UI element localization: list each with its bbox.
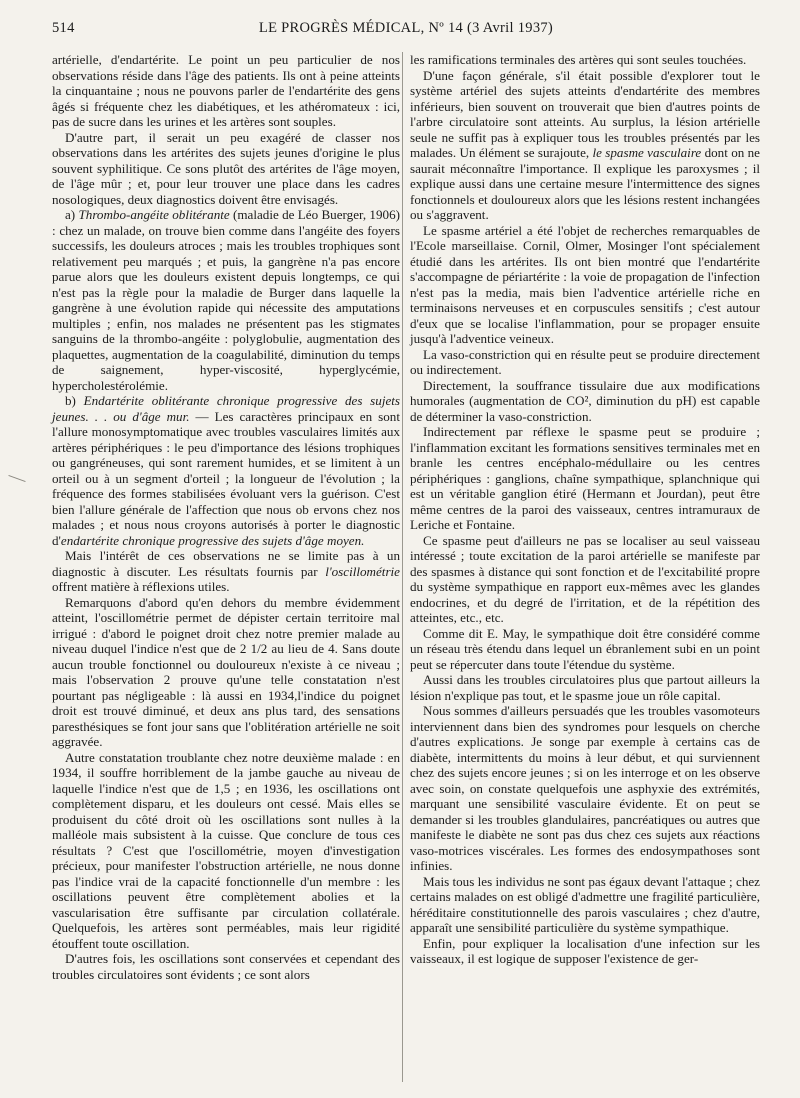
page-number: 514 bbox=[52, 20, 75, 36]
paragraph: les ramifications terminales des artères qui sont seules touchées. bbox=[410, 52, 747, 67]
right-column bbox=[410, 52, 760, 967]
paragraph: Le spasme artériel a été l'objet de recherches remarquables de l'Ecole marseillaise. Cornil, Olmer, Mosinger l'ont spécialement étudié dans les artérites. Ils ont bien montré que l'endartérite s'accompagne de périartérite : la voie de propagation de l'infection n'est pas la media, mais bien l'adventice artérielle riche en terminaisons nerveuses et en corpuscules sensitifs ; c'est autour d'eux que se localise l'inflammation, pour se propager ensuite jusqu'à l'adventice veineux. bbox=[410, 222, 760, 346]
running-header bbox=[52, 20, 760, 40]
paragraph: Indirectement par réflexe le spasme peut se produire ; l'inflammation excitant les formations sensitives terminales met en branle les centres encéphalo-médullaire ou les centres périphériques : ganglions, chaîne sympathique, splanchnique qui est un véritable ganglion étiré (Hermann et Jourdan), peut être même centres de la paroi des vaisseaux, centres intramuraux de Leriche et Fontaine. bbox=[410, 424, 760, 532]
italic-term: Endartérite oblitérante chronique progressive des sujets jeunes. . . ou d'âge mur. bbox=[52, 393, 400, 424]
paragraph: D'autres fois, les oscillations sont conservées et cependant des troubles circulatoires sont évidents ; ce sont alors bbox=[52, 951, 400, 982]
paragraph-text: — Les caractères principaux en sont l'allure monosymptomatique avec troubles vasculaires limités aux artères périphériques : le peu d'importance des lésions trophiques ou gangréneuses, qui sont rarement humides, et se limitent à un orteil ou à un segment d'orteil ; la longueur de l'évolution ; la fréquence des formes stabilisées évoluant vers la guérison. C'est bien l'allure générale de l'affection que nous ob ervons chez nos malades ; et nous nous croyons autorisés à porter le diagnostic d' bbox=[52, 408, 400, 548]
paragraph: Ce spasme peut d'ailleurs ne pas se localiser au seul vaisseau intéressé ; toute excitation de la paroi artérielle se manifeste par des spasmes à distance qui sont fonction et de l'excitabilité propre du système sympathique en rapport eux-mêmes avec les glandes endocrines, et du degré de l'irritation, et de la répétition des atteintes, etc., etc. bbox=[410, 532, 760, 625]
paragraph-text: dont on ne saurait méconnaître l'importance. Il explique les paroxysmes ; il explique aussi dans une certaine mesure l'intermittence des signes fonctionnels et douloureux alors que les lésions restent inchangées ou s'aggravent. bbox=[410, 145, 760, 222]
paragraph: D'autre part, il serait un peu exagéré de classer nos observations dans les artérites des sujets jeunes d'origine le plus souvent syphilitique. Ce sons plutôt des artérites de l'âge moyen, de l'âge mûr ; et, pour leur trouver une place dans les cadres nosologiques, deux diagnostics doivent être envisagés. bbox=[52, 129, 400, 207]
paragraph: Autre constatation troublante chez notre deuxième malade : en 1934, il souffre horriblement de la jambe gauche au niveau de laquelle l'indice n'est que de 1,5 ; en 1936, les oscillations ont complètement disparu, et les douleurs ont cessé. Mais elles se produisent du côté droit où les oscillations sont nulles à la malléole mais subsistent à la cuisse. Que conclure de tous ces résultats ? C'est que l'oscillométrie, moyen d'investigation précieux, pour manifester l'obstruction artérielle, ne nous donne pas l'indice vrai de la capacité fonctionnelle d'un membre : les oscillations peuvent être complètement abolies et la vascularisation être suffisante par circulation collatérale. Quelquefois, les artères sont perméables, mais leur rigidité étouffent toute oscillation. bbox=[52, 749, 400, 951]
italic-term: l'oscillométrie bbox=[325, 563, 400, 579]
paragraph-endarterite bbox=[52, 393, 400, 548]
paragraph: Aussi dans les troubles circulatoires plus que partout ailleurs la lésion n'explique pas tout, et le spasme joue un rôle capital. bbox=[410, 672, 760, 703]
paragraph bbox=[410, 68, 760, 223]
paragraph: artérielle, d'endartérite. Le point un peu particulier de nos observations réside dans l'âge des patients. Ils ont à peine atteints la cinquantaine ; nous ne pouvons parler de l'endartérite des gens âgés si fréquente chez les diabétiques, et les athéromateux : ici, pas de sucre dans les urines et les artères sont souples. bbox=[52, 52, 400, 129]
paragraph: Mais tous les individus ne sont pas égaux devant l'attaque ; chez certains malades on est obligé d'admettre une fragilité particulière, héréditaire constitutionnelle des parois vasculaires ; chez d'autre, apparaît une sensibilité particulière du système sympathique. bbox=[410, 873, 760, 935]
margin-mark bbox=[8, 475, 25, 482]
paragraph-text: D'une façon générale, s'il était possible d'explorer tout le système artériel des sujets atteints d'endartérite des membres inférieurs, bien souvent on trouverait que bien d'autres points de l'arbre circulatoire sont atteints. Au surplus, la lésion artérielle seule ne suffit pas à expliquer tous les troubles présentés par les malades. Un élément se surajoute, bbox=[410, 67, 760, 160]
paragraph: Enfin, pour expliquer la localisation d'une infection sur les vaisseaux, il est logique de supposer l'existence de ger- bbox=[410, 935, 760, 966]
italic-term: le spasme vasculaire bbox=[592, 145, 702, 160]
italic-term: endartérite chronique progressive des sujets d'âge moyen. bbox=[60, 532, 365, 548]
paragraph: Nous sommes d'ailleurs persuadés que les troubles vasomoteurs interviennent dans bien des syndromes pour lesquels on cherche d'autres explications. Je songe par exemple à certains cas de diabète, intermittents du moins à leur début, et qui surviennent chez des sujets encore jeunes ; si on les interroge et on les observe avec soin, on constate quelquefois une asphyxie des extrémités, marquant une sensibilité vasculaire évidente. Et on peut se demander si les troubles glandulaires, pancréatiques ou autres que manifeste le diabète ne sont pas dus chez ces sujets aux réactions vaso-motrices viscérales. Les formes des endosympathoses sont infinies. bbox=[410, 703, 760, 873]
item-prefix: a) bbox=[65, 207, 79, 222]
paragraph-text: (maladie de Léo Buerger, 1906) : chez un malade, on trouve bien comme dans l'angéite des foyers successifs, les douleurs atroces ; mais les troubles trophiques sont relativement peu marqués ; et puis, la gangrène n'a pas encore parue alors que les douleurs existent depuis longtemps, ce qui n'est pas la règle pour la maladie de Burger dans laquelle la gangrène à une évolution rapide qui nécessite des amputations multiples ; enfin, nos malades ne présentent pas les stigmates sanguins de la thrombo-angéite : polyglobulie, augmentation des plaquettes, augmentation de la coagulabilité, diminution du temps de saignement, hyper-viscosité, hyperglycémie, hypercholestérolémie. bbox=[52, 207, 400, 393]
paragraph bbox=[52, 548, 400, 595]
paragraph: Comme dit E. May, le sympathique doit être considéré comme un réseau très étendu dans lequel un ébranlement subi en un point peut se répercuter dans toute l'étendue du système. bbox=[410, 625, 760, 672]
paragraph-thrombo-angeite bbox=[52, 207, 400, 393]
paragraph: Remarquons d'abord qu'en dehors du membre évidemment atteint, l'oscillométrie permet de dépister certain territoire mal irrigué : d'abord le poignet droit chez notre premier malade au niveau duquel l'indice n'est que de 2 1/2 au lieu de 4. Sans doute aucun trouble fonctionnel ou douloureux n'existe à ce niveau ; mais l'observation 2 prouve qu'une telle constatation n'est pourtant pas négligeable : là aussi en 1934,l'indice du poignet droit est trouvé diminué, et deux ans plus tard, des sensations paresthésiques se font jour sans que l'oblitération artérielle ne soit aggravée. bbox=[52, 594, 400, 749]
italic-term: Thrombo-angéite oblitérante bbox=[78, 207, 230, 222]
item-prefix: b) bbox=[65, 393, 84, 408]
left-column bbox=[52, 52, 400, 982]
paragraph-text: Mais l'intérêt de ces observations ne se limite pas à un diagnostic à discuter. Les résultats fournis par bbox=[52, 548, 400, 579]
journal-title: LE PROGRÈS MÉDICAL, Nº 14 (3 Avril 1937) bbox=[258, 20, 554, 36]
column-divider bbox=[402, 52, 403, 1082]
paragraph-text: offrent matière à réflexions utiles. bbox=[52, 579, 230, 594]
paragraph: La vaso-constriction qui en résulte peut se produire directement ou indirectement. bbox=[410, 346, 760, 377]
paragraph: Directement, la souffrance tissulaire due aux modifications humorales (augmentation de CO², diminution du pH) est capable de déterminer la vaso-constriction. bbox=[410, 377, 760, 424]
